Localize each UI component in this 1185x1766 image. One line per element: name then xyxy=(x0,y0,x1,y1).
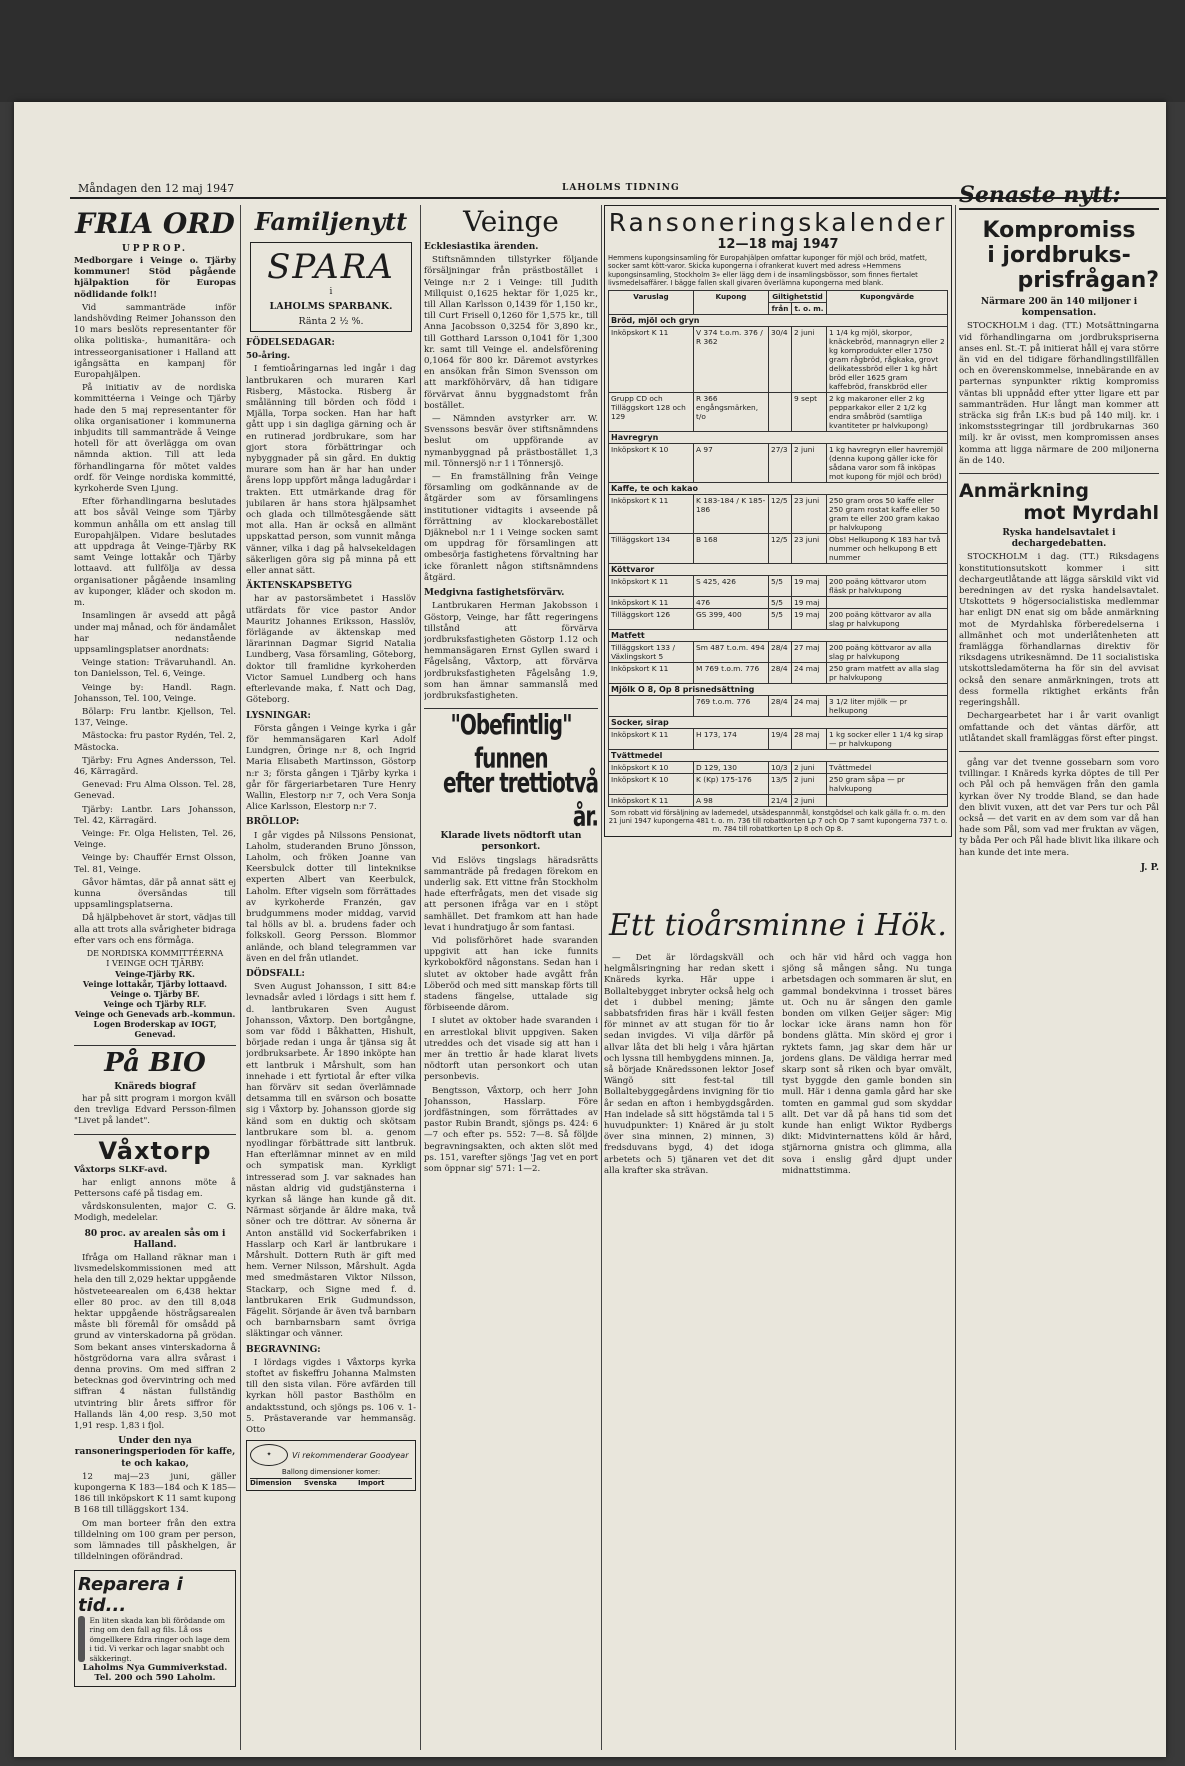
ration-cell-value xyxy=(827,596,948,608)
ration-cell-card: Inköpskort K 11 xyxy=(609,728,694,749)
familjenytt-paragraph: Sven August Johansson, I sitt 84:e levnadsår avled i lördags i sitt hem f. d. lantbrukaren Sven August Johansson, Våxtorp. Den bortgångne, som var född i Båkhatten, Hishult, började redan i unga år tjänsa sig åt jordbruksarbete. År 1890 inköpte han ett lantbruk i Mårshult, som han innehade i ett fyrtiotal år efter vilka han förvärv sit sedan överlämnade detsamma till en svärson och bosatte sig i Våxtorp by. Johansson gjorde sig känd som en duktig och skötsam lantbrukare som bl. a. genom nyodlingar förbättrade sitt lantbruk. Han efterlämnar minnet av en mild och sympatisk man. Kyrkligt intresserad som J. var saknades han nästan aldrig vid gudstjänsterna i kyrkan så länge han kunde gå dit. Närmast sörjande är äldre maka, två söner och tre döttrar. Av sönerna är Anton anställd vid Sockerfabriken i Hasslarp och Karl är lantbrukare i Mårshult. Dottern Ruth är gift med hem. Verner Nilsson, Mårshult. Agda med smedmästaren Viktor Nilsson, Stackarp, och Signe med f. d. lantbrukaren Erik Gudmundsson, Fägelit. Sörjande är även två barnbarn och barnbarnsbarn samt övriga släktingar och vänner. xyxy=(246,982,416,1340)
section-head: FÖDELSEDAGAR: xyxy=(246,338,335,348)
reparera-phone: Tel. 200 och 590 Laholm. xyxy=(94,1673,216,1684)
senaste-subhead: Närmare 200 än 140 miljoner i kompensation. xyxy=(980,297,1138,319)
ration-cell-to: 19 maj xyxy=(792,596,827,608)
ration-cell-to: 23 juni xyxy=(792,494,827,533)
section-head: ÄKTENSKAPSBETYG xyxy=(246,581,353,592)
fria-ord-article xyxy=(74,256,236,1039)
signature-line: Veinge och Genevads arb.-kommun. xyxy=(74,1008,236,1019)
fria-ord-paragraph: Tjärby: Lantbr. Lars Johansson, Tel. 42, Kärragärd. xyxy=(74,804,236,826)
senaste-article-1 xyxy=(959,297,1159,467)
ration-cell-from: 27/3 xyxy=(769,443,792,482)
col-subheader: från xyxy=(769,302,792,314)
reparera-ad xyxy=(74,1570,236,1688)
goodyear-col: Import xyxy=(358,1479,385,1488)
signature-line: Veinge o. Tjärby BF. xyxy=(110,988,200,999)
divider xyxy=(74,1134,236,1135)
ration-cell-coupon: B 168 xyxy=(694,533,769,563)
senaste-head-1: Kompromiss xyxy=(982,218,1136,243)
fria-ord-paragraph: På initiativ av de nordiska kommittéerna i Veinge och Tjärby hade den 5 maj representanter för olika organisationer i kommunerna inbjudits till sammanträde å Veinge hotell för att överlägga om ovan nämnda aktion. Till att leda förhandlingarna för mötet valdes ordf. för Veinge nordiska kommitté, kyrkoherde Sven Ljung. xyxy=(74,383,236,495)
signature-line: I VEINGE OCH TJÄRBY: xyxy=(106,958,204,968)
ration-cell-to: 24 maj xyxy=(792,662,827,683)
ration-cell-from: 5/5 xyxy=(769,575,792,596)
column-veinge xyxy=(424,205,598,1750)
obefintlig-head-2: efter trettiotvå år. xyxy=(442,765,598,833)
column-familjenytt xyxy=(246,205,416,1750)
signature-line: Veinge-Tjärby RK. xyxy=(115,968,195,979)
obefintlig-paragraph: Vid polisförhöret hade svaranden uppgivit att han icke funnits kyrkobokförd någonstans. Sedan han i slutet av oktober hade avgått från Löberöd och med sitt manskap förts till stadens fängelse, uttalade sig förbiseende därom. xyxy=(424,935,598,1014)
familjenytt-paragraph: I lördags vigdes i Våxtorps kyrka stoftet av fiskeffru Johanna Malmsten till den sista vilan. Före avfärden till kyrkan höll pastor Basthölm en andaktsstund, och sjöngs ps. 106 v. 1-5. Prästaverande var hemmansäg. Otto xyxy=(246,1357,416,1436)
ration-row xyxy=(609,596,948,608)
senaste-subhead: Ryska handelsavtalet i dechargedebatten. xyxy=(1002,528,1116,550)
ration-cell-to: 19 maj xyxy=(792,575,827,596)
ration-row xyxy=(609,533,948,563)
signature-line: Logen Broderskap av IOGT, Genevad. xyxy=(93,1018,217,1039)
spara-word: SPARA xyxy=(267,247,395,287)
ration-cell-coupon: V 374 t.o.m. 376 / R 362 xyxy=(694,326,769,392)
vaxtorp-paragraph: vårdskonsulenten, major C. G. Modigh, medelelar. xyxy=(74,1202,236,1224)
ration-cell-value: 250 gram såpa — pr halvkupong xyxy=(827,773,948,794)
senaste-paragraph: Dechargearbetet har i år varit ovanligt omfattande och det väntas därför, att utlåtandet skall framläggas först efter pingst. xyxy=(959,711,1159,744)
ration-cell-card: Inköpskort K 10 xyxy=(609,761,694,773)
ration-cell-value: 3 1/2 liter mjölk — pr helkupong xyxy=(827,695,948,716)
ration-cell-card: Inköpskort K 11 xyxy=(609,494,694,533)
signature-line: Veinge lottakår, Tjärby lottaavd. xyxy=(82,978,228,989)
ration-cell-to: 27 maj xyxy=(792,641,827,662)
vaxtorp-paragraph: har enligt annons möte å Pettersons café på tisdag em. xyxy=(74,1177,236,1199)
ration-section-name: Köttvaror xyxy=(609,563,948,575)
ration-cell-from: 10/3 xyxy=(769,761,792,773)
ration-section-name: Tvättmedel xyxy=(609,749,948,761)
paper-name: LAHOLMS TIDNING xyxy=(562,183,680,193)
page-dateline: Måndagen den 12 maj 1947 xyxy=(78,182,235,195)
obefintlig-paragraph: I slutet av oktober hade svaranden i en arrestlokal blivit uppgiven. Saken utreddes och det visade sig att han i mer än trettio år hade klarat livets nödtorft utan personkort och utan personbevis. xyxy=(424,1016,598,1083)
ration-row xyxy=(609,695,948,716)
senaste-head-2: mot Myrdahl xyxy=(1023,502,1159,525)
ration-cell-card: Tilläggskort 133 / Växlingskort 5 xyxy=(609,641,694,662)
senaste-article-2 xyxy=(959,528,1159,745)
vaxtorp-subhead: 80 proc. av arealen sås om i Halland. xyxy=(84,1228,226,1250)
ration-cell-card: Inköpskort K 11 xyxy=(609,662,694,683)
ration-cell-to: 24 maj xyxy=(792,695,827,716)
ration-cell-from: 13/5 xyxy=(769,773,792,794)
ration-cell-coupon: GS 399, 400 xyxy=(694,608,769,629)
bank-rate: Ränta 2 ½ %. xyxy=(298,316,364,327)
ration-section-name: Matfett xyxy=(609,629,948,641)
ration-cell-coupon: K (Kp) 175-176 xyxy=(694,773,769,794)
fria-ord-lead: Medborgare i Veinge o. Tjärby kommuner! Stöd pågående hjälpaktion för Europas nödlidande folk!! xyxy=(74,256,236,300)
fria-ord-paragraph: Bölarp: Fru lantbr. Kjellson, Tel. 137, Veinge. xyxy=(74,706,236,729)
senaste-head-1: i jordbruks- xyxy=(987,243,1131,268)
ration-row xyxy=(609,494,948,533)
ration-cell-from: 12/5 xyxy=(769,494,792,533)
fria-ord-paragraph: Då hjälpbehovet är stort, vädjas till alla att trots alla svårigheter bidraga efter vars och ens förmåga. xyxy=(74,913,236,946)
ration-cell-to: 2 juni xyxy=(792,773,827,794)
fria-ord-paragraph: Genevad: Fru Alma Olsson. Tel. 28, Genevad. xyxy=(74,780,236,802)
section-head: DÖDSFALL: xyxy=(246,968,305,979)
ration-row xyxy=(609,608,948,629)
veinge-subhead: Medgivna fastighetsförvärv. xyxy=(424,588,565,599)
ration-cell-coupon: A 97 xyxy=(694,443,769,482)
ration-cell-card: Tilläggskort 126 xyxy=(609,608,694,629)
ration-cell-from: 12/5 xyxy=(769,533,792,563)
ration-section-name: Kaffe, te och kakao xyxy=(609,482,948,494)
fria-ord-paragraph: Tjärby: Fru Agnes Andersson, Tel. 46, Kärragärd. xyxy=(74,755,236,777)
ration-section-row xyxy=(609,482,948,494)
column-rule xyxy=(420,205,421,1750)
ration-cell-coupon: S 425, 426 xyxy=(694,575,769,596)
ration-cell-to: 2 juni xyxy=(792,326,827,392)
ration-cell-value: 2 kg makaroner eller 2 kg pepparkakor eller 2 1/2 kg endra småbröd (samtliga kvantiteter pr halvkupong) xyxy=(827,392,948,431)
ration-row xyxy=(609,773,948,794)
ration-row xyxy=(609,326,948,392)
ration-cell-coupon: K 183-184 / K 185-186 xyxy=(694,494,769,533)
ranson-dates: 12—18 maj 1947 xyxy=(717,237,839,252)
ration-row xyxy=(609,794,948,806)
veinge-subhead: Ecklesiastika ärenden. xyxy=(424,242,539,252)
ration-cell-value: Obs! Helkupong K 183 har två nummer och helkupong B ett nummer xyxy=(827,533,948,563)
obefintlig-paragraph: Vid Eslövs tingslags häradsrätts sammanträde på fredagen förekom en underlig sak. Ett vittne från Stockholm hade efterfrågats, men det visade sig att personen ifråga var en i stöpt samhället. Det framkom att han hade levat i hundratjugo år som fantasi. xyxy=(424,855,598,933)
tioarsminne-title: Ett tioårsminne i Hök. xyxy=(609,908,947,943)
senaste-title: Senaste nytt: xyxy=(959,182,1159,210)
ration-cell-to: 9 sept xyxy=(792,392,827,431)
ration-cell-card: Inköpskort K 11 xyxy=(609,575,694,596)
ration-section-name: Havregryn xyxy=(609,431,948,443)
ranson-footer: Som robatt vid försäljning av lademedel, utsädespannmål, konstgödsel och kalk gälla fr. o. m. den 21 juni 1947 kupongerna 481 t. o. m. 736 till robattkorten Lp 7 och Op 7 samt kupongerna 737 t. o. m. 784 till robattkorten Lp 8 och Op 8. xyxy=(608,808,948,834)
column-fria-ord xyxy=(74,205,236,1750)
ration-section-row xyxy=(609,683,948,695)
col-header: Varuslag xyxy=(609,290,694,314)
ration-cell-coupon: 769 t.o.m. 776 xyxy=(694,695,769,716)
reparera-text: En liten skada kan bli förödande om ring om den fall ag fils. Lå oss ömgellkere Edra ringer och lage dem i tid. Vi verkar och lagar snabbt och säkkeringt. xyxy=(89,1615,230,1663)
ration-cell-to: 2 juni xyxy=(792,761,827,773)
veinge-paragraph: Stiftsnämnden tillstyrker följande försäljningar från prästbostället i Veinge n:r 2 i Veinge: till Judith Millquist 0,1625 hektar för 1,025 kr., till Allan Karlsson 0,1439 för 1,150 kr., till Curt Frisell 0,1260 för 1,575 kr., till Anna Jacobsson 0,3254 för 3,890 kr., till Gotthard Larsson 0,1041 för 1,300 kr. samt till Veinge el. andelsförening 0,1064 för 800 kr. Däremot avstyrkes en ansökan från Simon Svensson om att markföhörvärv, då han tidigare förvärvat ännu byggnadstomt från bostället. xyxy=(424,255,598,411)
fria-ord-paragraph: Gåvor hämtas, där på annat sätt ej kunna översändas till uppsamlingsplatserna. xyxy=(74,877,236,911)
fria-ord-paragraph: Efter förhandlingarna beslutades att bos såväl Veinge som Tjärby kommun anhålla om ett anslag till Europahjälpen. Vidare beslutades att uppdraga åt Veinge-Tjärby RK samt Veinge lottakår och Tjärby lottaavd. att fullfölja av dessa organisationer pågående insamling av kuponger, kläder och skodon m. m. xyxy=(74,497,236,609)
ration-section-name: Bröd, mjöl och gryn xyxy=(609,314,948,326)
ration-cell-coupon: A 98 xyxy=(694,794,769,806)
column-rule xyxy=(240,205,241,1750)
ration-cell-coupon: H 173, 174 xyxy=(694,728,769,749)
senaste-head-2: Anmärkning xyxy=(959,480,1090,503)
ration-section-row xyxy=(609,431,948,443)
divider xyxy=(959,751,1159,752)
goodyear-col: Svenska xyxy=(304,1479,337,1488)
ration-cell-to: 19 maj xyxy=(792,608,827,629)
vaxtorp-paragraph: Om man borteer från den extra tilldelning om 100 gram per person, som lämnades till påskhelgen, är tilldelningen oförändrad. xyxy=(74,1518,236,1563)
goodyear-header: Ballong dimensioner komer: xyxy=(281,1468,381,1477)
vaxtorp-article xyxy=(74,1165,236,1564)
ration-cell-value: 250 gram matfett av alla slag pr halvkupong xyxy=(827,662,948,683)
ration-row xyxy=(609,728,948,749)
ration-cell-card: Inköpskort K 10 xyxy=(609,773,694,794)
column-rule xyxy=(955,205,956,1750)
familjenytt-paragraph: I går vigdes på Nilssons Pensionat, Laholm, studeranden Bruno Jönsson, Laholm, och fröken Joanne van Keersbulck dotter till linteknikse experten Albert van Keerbulck, Laholm. Efter vigseln som förrättades av kyrkoherde Franzén, gav brudgummens moder middag, varvid tal hölls av bl. a. brudens fader och folkskoll. Georg Persson. Blommor anlände, och bland telegrammen var även en del från utlandet. xyxy=(246,830,416,964)
fria-ord-signature xyxy=(74,949,236,1039)
ration-section-row xyxy=(609,749,948,761)
ration-cell-coupon: D 129, 130 xyxy=(694,761,769,773)
ration-cell-coupon: 476 xyxy=(694,596,769,608)
ration-cell-from: 30/4 xyxy=(769,326,792,392)
ration-cell-to: 28 maj xyxy=(792,728,827,749)
fria-ord-paragraph: Mästocka: fru pastor Rydén, Tel. 2, Mästocka. xyxy=(74,731,236,753)
pa-bio-title: På BIO xyxy=(104,1047,206,1078)
ration-cell-value: 250 gram oros 50 kaffe eller 250 gram rostat kaffe eller 50 gram te eller 200 gram kakao pr halvkupong xyxy=(827,494,948,533)
obefintlig-article xyxy=(424,831,598,1175)
section-head: BEGRAVNING: xyxy=(246,1344,321,1355)
tioarsminne-paragraph: — Det är lördagskväll och helgmålsringning har redan skett i Knäreds kyrka. Här uppe i Bollaltebygget inbryter också helg och det i dubbel mening; jämte sabbatsfriden firas här i kväll festen för minnet av att stugan för tio år sedan invigdes. Vi vilja därför på allvar låta det bli helg i våra hjärtan och lyssna till hembygdens minnen. Ja, så började Knäredssonen lektor Josef Wängö sitt fest-tal till Bollaltebyggegårdens invigning för tio år sedan en afton i hembygdsgården. Han indelade så sitt högstämda tal i 5 huvudpunkter: 1) Knäred är ju stolt över sina minnen, 2) minnen, 3) fredsduvans bygd, 4) det idoga arbetets och 5) tjänaren vet det dit alla krafter ska strävan. xyxy=(604,953,774,1176)
tioarsminne-paragraph: gång var det tvenne gossebarn som voro tvillingar. I Knäreds kyrka döptes de till Per och Pål och på hemvägen från den gamla kyrkan över Ny trodde Bland, se dan hade den blivit vuxen, att det var Pers tur och Pål också — det varit en av dem som var då han hade som Pål, som vad mer fruktan av vägen, ty båda Per och Pål hade blivit lika ilikare och han kunde det inte mera. xyxy=(959,757,1159,858)
ration-cell-value: 200 poäng köttvaror utom fläsk pr halvkupong xyxy=(827,575,948,596)
ration-section-name: Socker, sirap xyxy=(609,716,948,728)
ration-cell-coupon: Sm 487 t.o.m. 494 xyxy=(694,641,769,662)
ration-cell-value: 200 poäng köttvaror av alla slag pr halvkupong xyxy=(827,641,948,662)
reparera-title: Reparera i tid... xyxy=(78,1573,183,1616)
ration-cell-value: Tvättmedel xyxy=(827,761,948,773)
column-senaste-nytt xyxy=(959,182,1159,1752)
section-head: LYSNINGAR: xyxy=(246,710,311,721)
vaxtorp-subhead: Under den nya ransoneringsperioden för kaffe, te och kakao, xyxy=(74,1436,236,1469)
signature-line: Veinge och Tjärby RLF. xyxy=(103,998,207,1009)
ranson-title: Ransoneringskalender xyxy=(608,208,948,237)
ration-cell-to: 2 juni xyxy=(792,794,827,806)
tioarsminne-article xyxy=(604,908,952,1748)
spara-small: i xyxy=(329,287,333,297)
ration-cell-card: Inköpskort K 11 xyxy=(609,794,694,806)
ration-cell-card: Inköpskort K 10 xyxy=(609,443,694,482)
column-rule xyxy=(601,205,602,1750)
goodyear-ad xyxy=(246,1440,416,1491)
obefintlig-subhead: Klarade livets nödtorft utan personkort. xyxy=(440,831,582,853)
col-header: Giltighetstid xyxy=(769,290,827,302)
ration-cell-card: Inköpskort K 11 xyxy=(609,596,694,608)
col-header: Kupongvärde xyxy=(827,290,948,314)
goodyear-title: Vi rekommenderar Goodyear xyxy=(292,1450,409,1460)
tire-image-icon xyxy=(78,1616,85,1662)
fria-ord-kicker: UPPROP. xyxy=(121,244,189,254)
fria-ord-paragraph: Vid sammanträde inför landshövding Reimer Johansson den 10 mars beslöts representanter för olika politiska-, humanitära- och intresseorganisationer i Halland att igångsätta en kampanj för Europahjälpen. xyxy=(74,302,236,381)
ration-cell-from: 21/4 xyxy=(769,794,792,806)
ration-cell-coupon: R 366 engångsmärken, t/o xyxy=(694,392,769,431)
ration-cell-from: 5/5 xyxy=(769,596,792,608)
senaste-paragraph: STOCKHOLM i dag. (TT.) Riksdagens konstitutionsutskott kommer i sitt dechargeutlåtande att lägga särskild vikt vid beredningen av det ryska handelsavtalet. Utskottets 9 högersocialistiska medlemmar har enligt DN enat sig om både anmärkning mot de Myrdahlska förberedelserna i allmänhet och mot underlåtenheten att framlägga förhandlarnas direktiv för riksdagens utrikesnämnd. De 11 socialistiska utskottsledamöterna ha för sin del avvisat också den senare anmärkningen, trots att dess formella riktighet erkänts från regeringshåll. xyxy=(959,552,1159,709)
ration-row xyxy=(609,641,948,662)
signature-line: DE NORDISKA KOMMITTÉERNA xyxy=(86,948,224,958)
bank-name: LAHOLMS SPARBANK. xyxy=(269,301,393,312)
ration-cell-from: 5/5 xyxy=(769,608,792,629)
scan-background xyxy=(0,0,1185,102)
vaxtorp-paragraph: 12 maj—23 juni, gäller kupongerna K 183—184 och K 185—186 till inköpskort K 11 samt kupong B 168 till tilläggskort 134. xyxy=(74,1471,236,1516)
ration-cell-from: 28/4 xyxy=(769,662,792,683)
familjenytt-paragraph: har av pastorsämbetet i Hasslöv utfärdats för vice pastor Andor Mauritz Johannes Eriksson, Hasslöv, förlägande av äktenskap med lärarinnan Dagmar Sigrid Natalia Lundberg, Vasa församling, Göteborg, doktor till framlidne kyrkoherden Victor Samuel Lundberg och hans efterlevande maka, f. Natt och Dag, Göteborg. xyxy=(246,594,416,706)
familjenytt-article xyxy=(246,338,416,1436)
subsection-head: 50-åring. xyxy=(246,351,291,362)
ration-cell-from: 28/4 xyxy=(769,695,792,716)
familjenytt-paragraph: Första gången i Veinge kyrka i går för hemmansägaren Karl Adolf Lundgren, Öringe n:r 8, och Ingrid Maria Elisabeth Martinsson, Göstorp n:r 3; första gången i Tjärby kyrka i går för färgeriarbetaren Ture Henry Wallin, Elestorp n:r 7, och Vera Sonja Alice Karlsson, Elestorp n:r 7. xyxy=(246,723,416,813)
ransoneringskalender xyxy=(604,205,952,885)
pa-bio-text: har på sitt program i morgon kväll den trevliga Edvard Persson-filmen "Livet på landet". xyxy=(74,1093,236,1127)
ration-cell-value xyxy=(827,794,948,806)
vaxtorp-kicker: Våxtorps SLKF-avd. xyxy=(74,1164,168,1175)
ration-row xyxy=(609,443,948,482)
fria-ord-paragraph: Veinge: Fr. Olga Helisten, Tel. 26, Veinge. xyxy=(74,828,236,851)
senaste-signature: J. P. xyxy=(1140,862,1159,873)
goodyear-logo-icon: ✦ xyxy=(250,1444,288,1466)
col-header: Kupong xyxy=(694,290,769,314)
ration-cell-card: Grupp CD och Tilläggskort 128 och 129 xyxy=(609,392,694,431)
senaste-head-1: prisfrågan? xyxy=(1017,268,1159,293)
ration-cell-value: 200 poäng köttvaror av alla slag pr halvkupong xyxy=(827,608,948,629)
ration-cell-card: Tilläggskort 134 xyxy=(609,533,694,563)
ration-row xyxy=(609,662,948,683)
veinge-article xyxy=(424,242,598,702)
obefintlig-head-1: "Obefintlig" funnen xyxy=(450,707,572,775)
veinge-title: Veinge xyxy=(463,205,559,238)
fria-ord-paragraph: Veinge station: Trävaruhandl. An. ton Danielsson, Tel. 6, Veinge. xyxy=(74,658,236,680)
pa-bio-kicker: Knäreds biograf xyxy=(114,1081,196,1092)
ration-section-name: Mjölk O 8, Op 8 prisnedsättning xyxy=(609,683,948,695)
veinge-paragraph: — Nämnden avstyrker arr. W. Svenssons besvär över stiftsnämndens beslut om uppförande av nymanbyggnad på prästbostället 1,3 mil. Tönnersjö n:r 1 i Tönnersjö. xyxy=(424,414,598,469)
fria-ord-paragraph: Veinge by: Chauffér Ernst Olsson, Tel. 81, Veinge. xyxy=(74,853,236,875)
fria-ord-paragraph: Veinge by: Handl. Ragn. Johansson, Tel. 100, Veinge. xyxy=(74,682,236,704)
reparera-shop: Laholms Nya Gummiverkstad. xyxy=(82,1663,228,1674)
ration-cell-value: 1 kg havregryn eller havremjöl (denna kupong gäller icke för sådana varor som få inköpas mot kupong för mjöl och bröd) xyxy=(827,443,948,482)
ranson-box xyxy=(604,205,952,837)
divider xyxy=(74,1045,236,1046)
ration-cell-value: 1 1/4 kg mjöl, skorpor, knäckebröd, mannagryn eller 2 kg kornprodukter eller 1750 gram rågbröd, rågkaka, grovt delikatessbröd eller 1 kg hårt bröd eller 1625 gram kaffebröd, franskbröd eller xyxy=(827,326,948,392)
divider xyxy=(959,473,1159,474)
vaxtorp-paragraph: Ifråga om Halland räknar man i livsmedelskommissionen med att hela den till 2,029 hektar uppgående höstveteearealen om 6,438 hektar eller 80 proc. av den till 8,048 hektar uppgående höstrågsarealen måste bli föremål för omsådd på grund av vinterskadorna på grödan. Som bekant anses vinterskadorna å höstgrödorna vara allra svårast i denna provins. Om med siffran 2 betecknas god övervintring och med siffran 4 nästan fullständig utvintring blir årets siffror för Hallands län 4,00 resp. 3,50 mot 1,91 resp. 1,83 i fjol. xyxy=(74,1253,236,1432)
veinge-paragraph: Lantbrukaren Herman Jakobsson i Göstorp, Veinge, har fått regeringens tillstånd att förvärva jordbruksfastigheten Göstorp 1.12 och hemmansägaren Ernst Gyllen sward i Fågelsång, Våxtorp, att förvärva jordbruksfastigheten Fågelsång 1.9, som han ämnar sammanslå med jordbruksfastigheten. xyxy=(424,601,598,701)
ranson-intro: Hemmens kupongsinsamling för Europahjälpen omfattar kuponger för mjöl och bröd, matfett, socker samt kött-varor. Skicka kupongerna i ofrankerat kuvert med adress »Hemmens kupongsinsamling, Stockholm 3» eller lägg dem i de insamlingsbössor, som finnes fiertalet livsmedelsaffärer. I bägge fallen skall givaren överlämna kupongerna med blank. xyxy=(608,254,927,288)
fria-ord-title: FRIA ORD xyxy=(75,207,235,240)
ration-row xyxy=(609,575,948,596)
ration-cell-card: Inköpskort K 11 xyxy=(609,326,694,392)
ration-cell-to: 2 juni xyxy=(792,443,827,482)
vaxtorp-title: Våxtorp xyxy=(98,1136,212,1165)
familjenytt-title: Familjenytt xyxy=(254,207,408,236)
ration-section-row xyxy=(609,629,948,641)
col-subheader: t. o. m. xyxy=(792,302,827,314)
ration-cell-card xyxy=(609,695,694,716)
ration-cell-value: 1 kg socker eller 1 1/4 kg sirap — pr halvkupong xyxy=(827,728,948,749)
tioarsminne-paragraph: och här vid hård och vagga hon sjöng så mången sång. Nu tunga arbetsdagen och sommaren är slut, en gammal bondekvinna i trosset bäres ut. Och nu är sången den gamle bonden om vilken Geijer säger: Mig lockar icke ärans namn hon för bondens glätta. Min skörd ej gror i ryktets famn, jag skar dem här ur jordens glans. De väldiga herrar med skarp sont så riken och byar omvält, tyst byggde den gamle bonden sin mull. Här i denna gamla gård har ske tomten en gammal gud som skyddar allt. Det var då på hans tid som det kunde han enligt Wiktor Rydbergs dikt: Midvinternattens köld är hård, stjärnorna gnistra och glimma, alla sova i enslig gård djupt under midnattstimma. xyxy=(782,953,952,1176)
ration-cell-coupon: M 769 t.o.m. 776 xyxy=(694,662,769,683)
ration-section-row xyxy=(609,716,948,728)
ration-cell-from: 19/4 xyxy=(769,728,792,749)
ration-row xyxy=(609,761,948,773)
goodyear-col: Dimension xyxy=(250,1479,292,1488)
fria-ord-paragraph: Insamlingen är avsedd att pågå under maj månad, och för ändamålet har nedanstående uppsamlingsplatser anordnats: xyxy=(74,611,236,655)
ration-cell-from: 28/4 xyxy=(769,641,792,662)
obefintlig-paragraph: Bengtsson, Våxtorp, och herr John Johansson, Hasslarp. Före jordfästningen, som förrättades av pastor Rubin Brandt, sjöngs ps. 424: 6—7 och efter ps. 552: 7—8. Så följde begravningsakten, och akten slöt med ps. 151, varefter sjöngs 'Jag vet en port som öppnar sig' 571: 1—2. xyxy=(424,1085,598,1175)
ration-section-row xyxy=(609,314,948,326)
veinge-paragraph: — En framställning från Veinge församling om godkännande av de åtgärder som av församlingens institutioner vidtagits i avseende på förrättning av klockarebostället Djäknebol n:r 1 i Veinge socken samt om uppdrag för församlingen att ombesörja fastighetens förvaltning har icke föranlett någon stiftsnämndens åtgärd. xyxy=(424,472,598,583)
ration-cell-from xyxy=(769,392,792,431)
spara-ad xyxy=(250,242,412,332)
familjenytt-paragraph: I femtioåringarnas led ingår i dag lantbrukaren och muraren Karl Risberg, Mästocka. Risberg är smålänning till börden och född i Mjälla, Torpa socken. Han har haft gått upp i sin dagliga gärning och är en rutinerad jordbrukare, som har gjort stora förbättringar och nybyggnader på sin gård. En duktig murare som han är har han under årens lopp uppfört många ladugårdar i trakten. Ett utmärkande drag för jubilaren är hans stora hjälpsamhet och glada och tillmötesgående sätt mot alla. Han är också en allmänt uppskattad person, som vunnit många vänner, vilka i dag på halvsekeldagen säkerligen göra sig på minna på ett eller annat sätt. xyxy=(246,364,416,577)
section-head: BRÖLLOP: xyxy=(246,817,300,828)
ranson-table xyxy=(608,290,948,807)
ration-section-row xyxy=(609,563,948,575)
ration-row xyxy=(609,392,948,431)
ration-cell-to: 23 juni xyxy=(792,533,827,563)
senaste-paragraph: STOCKHOLM i dag. (TT.) Motsättningarna vid förhandlingarna om jordbrukspriserna anses enl. St.-T. på initierat håll ej vara större än vid en del tidigare förhandlingstillfällen och en överenskommelse, innebärande en av parternas synpunkter riktig kompromiss väntas bli uppnådd efter ytter ligare ett par sammanträden. Hur långt man kommer att sträcka sig från LK:s bud på 140 milj. kr. i inkomstsstegringar till jordbrukarnas 360 milj. kr är ovisst, men kompromissen anses komma att ligga närmare de 200 miljonerna än de 140. xyxy=(959,321,1159,466)
